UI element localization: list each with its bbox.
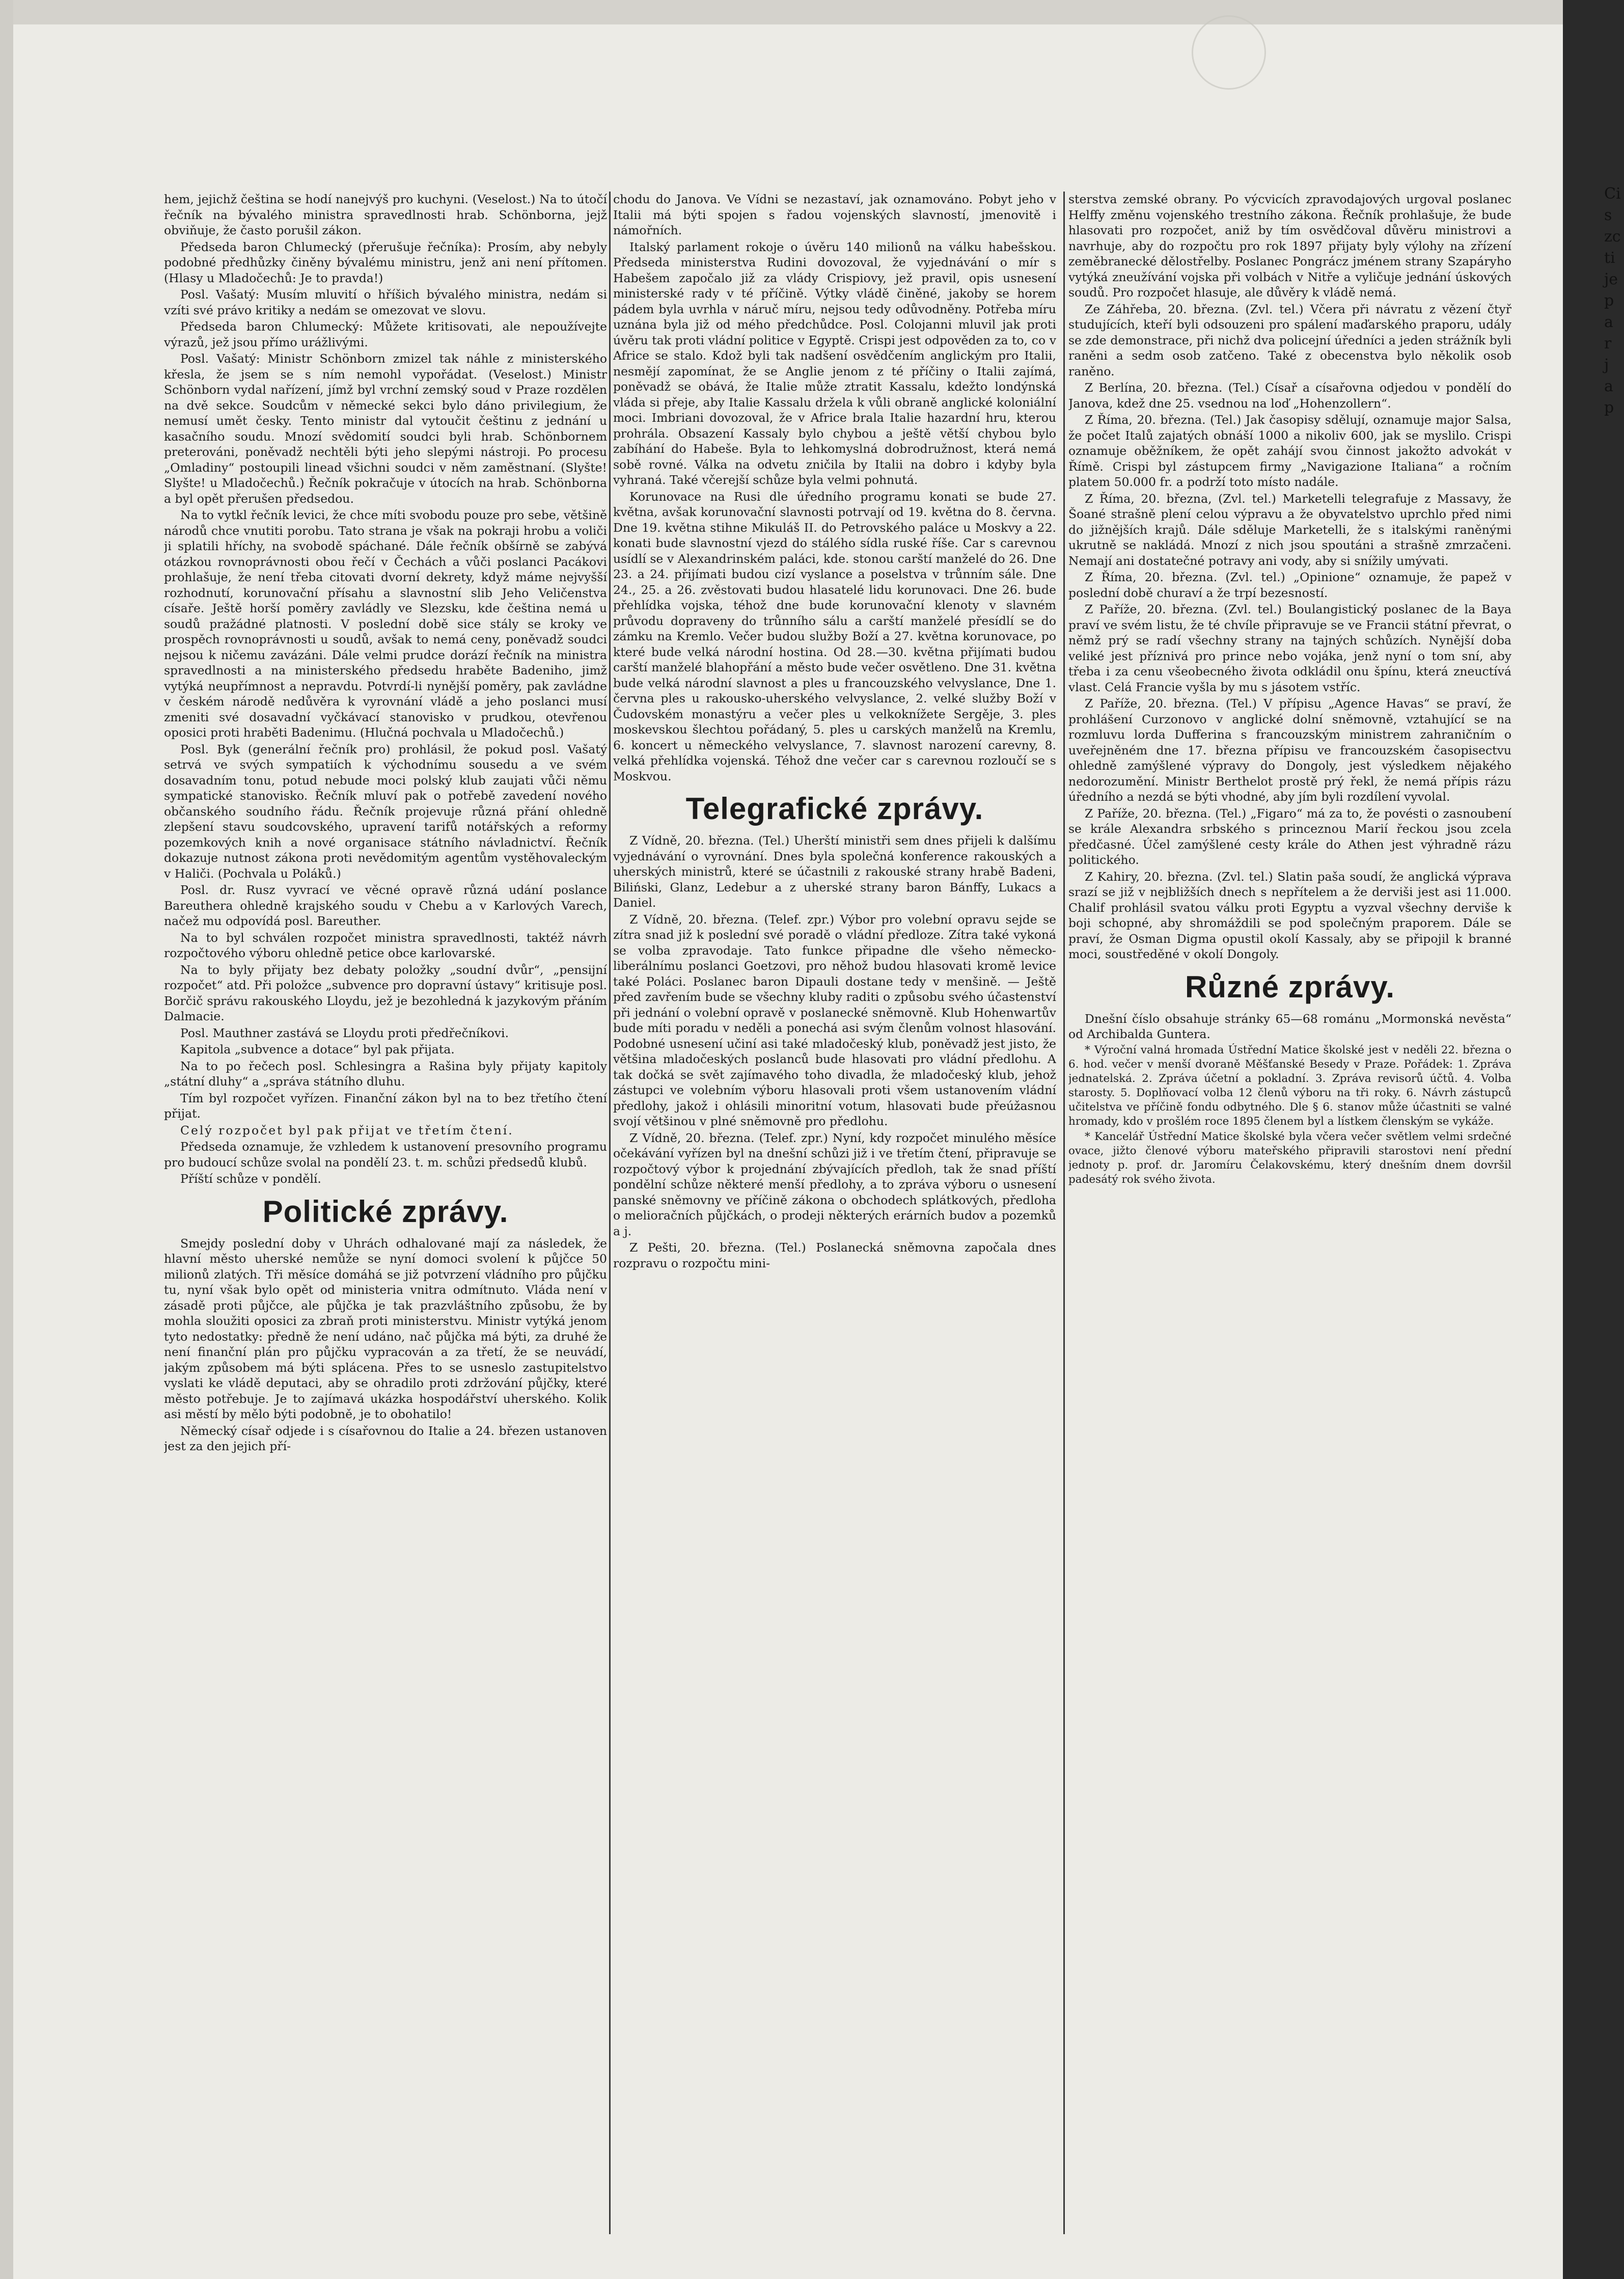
paragraph: Německý císař odjede i s císařovnou do Italie a 24. březen ustanoven jest za den jejich pří- <box>164 1423 607 1453</box>
paragraph: Z Vídně, 20. března. (Telef. zpr.) Nyní, kdy rozpočet minulého měsíce očekávání vyřízen byl na dnešní schůzi již i ve třetím čtení, připravuje se rozpočtový výbor k projednání zbývajících předloh, tak že snad příští pondělní schůze některé menší předlohy, a to zpráva výboru o usnesení panské sněmovny ve příčině zákona o obchodech splátkových, předloha o melioračních půjčkách, o prodeji některých erárních budov a pozemků a j. <box>613 1130 1056 1238</box>
section-heading-various: Různé zprávy. <box>1185 969 1395 1004</box>
paragraph: Z Říma, 20. března. (Tel.) Jak časopisy sdělují, oznamuje major Salsa, že počet Italů zajatých obnáší 1000 a nikoliv 600, jak se myslilo. Crispi oznamuje oběžníkem, že opět zahájí svou činnost jakožto advokát v Římě. Crispi byl zástupcem firmy „Navigazione Italiana“ a ročním platem 50.000 fr. a podrží toto místo nadále. <box>1068 413 1511 489</box>
paragraph: Posl. Vašatý: Ministr Schönborn zmizel tak náhle z ministerského křesla, že jsem se s ním nemohl vypořádat. (Veselost.) Ministr Schönborn vydal nařízení, jímž byl vrchní zemský soud v Praze rozdělen na dvě sekce. Soudcům v německé sekci bylo dáno privilegium, že nemusí umět česky. Tento ministr dal vytoučit češtinu z jednání u kasačního soudu. Mnozí svědomití soudci byli hrab. Schönbornem preterováni, poněvadž nechtěli býti jeho slepými nástroji. Po procesu „Omladiny“ postoupili linead všichni soudci v něm zaměstnaní. (Slyšte! Slyšte! u Mladočechů.) Řečník pokračuje v útocích na hrab. Schönborna a byl opět přerušen předsedou. <box>164 351 607 506</box>
paragraph: Příští schůze v pondělí. <box>180 1172 321 1186</box>
edge-fragment: s <box>1604 206 1612 224</box>
paragraph: Posl. Vašatý: Musím mluvití o hříšich bývalého ministra, nedám si vzíti své právo kritiky a nedám se omezovat ve slovu. <box>164 287 607 317</box>
section-heading-political: Politické zprávy. <box>262 1194 509 1229</box>
edge-fragment: ti <box>1604 249 1615 267</box>
paragraph: Z Pešti, 20. března. (Tel.) Poslanecká sněmovna započala dnes rozpravu o rozpočtu mini- <box>613 1240 1056 1270</box>
paragraph: Z Paříže, 20. března. (Tel.) „Figaro“ má za to, že povésti o zasnoubení se krále Alexandra srbského s princeznou Marií řeckou jsou zcela předčasné. Účel zamýšlené cesty krále do Athen jest výhradně rázu politického. <box>1068 806 1511 867</box>
paragraph: Z Vídně, 20. března. (Tel.) Uherští ministři sem dnes přijeli k dalšímu vyjednávání o vyrovnání. Dnes byla společná konference rakouských a uherských ministrů, které se účastnili z rakouské strany hrabě Badeni, Biliński, Glanz, Ledebur a z uherské strany baron Bánffy, Lukacs a Daniel. <box>613 833 1056 910</box>
edge-fragment: j <box>1604 356 1609 374</box>
paragraph: Ze Záhřeba, 20. března. (Zvl. tel.) Včera při návratu z vězení čtyř studujících, kteří byli odsouzeni pro spálení maďarského praporu, udály se zde demonstrace, při nichž dva policejní úředníci a jeden strážník byli raněni a sedm osob zatčeno. Také z obecenstva bylo několik osob raněno. <box>1068 302 1511 378</box>
scan-top-border <box>0 0 1624 24</box>
edge-fragment: Ci <box>1604 185 1621 203</box>
scan-left-border <box>0 0 13 2279</box>
paragraph: Na to byly přijaty bez debaty položky „soudní dvůr“, „pensijní rozpočet“ atd. Při položce „subvence pro dopravní ústavy“ kritisuje posl. Borčič správu rakouského Lloydu, jež je bezohledná k jazykovým přáním Dalmacie. <box>164 962 607 1023</box>
section-heading-telegraphic: Telegrafické zprávy. <box>685 792 984 826</box>
library-stamp-mark <box>1192 15 1266 90</box>
next-page-edge-fragments <box>1604 183 1622 419</box>
paragraph: Kapitola „subvence a dotace“ byl pak přijata. <box>180 1042 455 1056</box>
paragraph: Z Říma, 20. března, (Zvl. tel.) Marketelli telegrafuje z Massavy, že Šoané strašně plení celou výpravu a že obyvatelstvo uprchlo před nimi do jižnějších krajů. Dále sděluje Marketelli, že s italskými raněnými ukrutně se nakládá. Mnozí z nich jsou spoutáni a strašně zmrzačeni. Nemají ani dostatečné potravy ani vody, aby si snížily umývati. <box>1068 491 1511 568</box>
paragraph: Dnešní číslo obsahuje stránky 65—68 románu „Mormonská nevěsta“ od Archibalda Guntera. <box>1068 1011 1511 1041</box>
paragraph: Předseda baron Chlumecký: Můžete kritisovati, ale nepoužívejte výrazů, jež jsou přímo urážlivými. <box>164 319 607 349</box>
paragraph: * Kancelář Ústřední Matice školské byla včera večer světlem velmi srdečné ovace, jižto členové výboru mateřského připravili starostovi není přední jednoty p. prof. dr. Jaromíru Čelakovskému, který dnešním dnem dovršil padesátý rok svého života. <box>1068 1130 1511 1186</box>
paragraph: chodu do Janova. Ve Vídni se nezastaví, jak oznamováno. Pobyt jeho v Italii má býti spojen s řadou vojenských slavností, jmenovitě i námořních. <box>613 192 1056 237</box>
paragraph: Z Vídně, 20. března. (Telef. zpr.) Výbor pro volební opravu sejde se zítra snad již k poslední své poradě o vládní předloze. Zítra také vykoná se volba zpravodaje. Tato funkce připadne dle všeho německo-liberálnímu poslanci Goetzovi, pro něhož budou hlasovati kromě levice také Poláci. Poslanec baron Dipauli dostane tedy v menšině. — Ještě před zavřením bude se všechny kluby raditi o způsobu svého účastenství při jednání o volební opravě v poslanecké sněmovně. Klub Hohenwartův bude míti poradu v neděli a ponechá asi svým členům volnost hlasování. Podobné usnesení učiní asi také mladočeský klub, poněvadž jest jisto, že většina mladočeských poslanců bude hlasovati pro vládní předlohu. A tak dočká se svět zajímavého toho divadla, že mladočeský klub, jehož zástupci ve volebním výboru hlasovali proti všem ustanovením vládní předlohy, jakož i ohlásili minoritní votum, hlasovati bude přeúžasnou svojí většinou v plné sněmovně pro předlohu. <box>613 912 1056 1128</box>
edge-fragment: a <box>1604 377 1613 395</box>
paragraph: Italský parlament rokoje o úvěru 140 milionů na válku habešskou. Předseda ministerstva Rudini dovozoval, že vyjednávání o mír s Habešem započalo již za vlády Crispiovy, jež pravil, opis usnesení ministerské rady v té příčině. Výtky vládě činěné, jakoby se horem pádem byla uvrhla v náruč míru, nejsou tedy odůvodněny. Potřeba míru uznána byla již od mého předchůdce. Posl. Colojanni mluvil jak proti úvěru tak proti vládní politice v Egyptě. Crispi jest odpověden za to, co v Africe se stalo. Kdož byli tak nadšení osvědčením anglickým pro Italii, nesmějí zapomínat, že se Anglie jenom z té příčiny o Italii zajímá, poněvadž se obává, že Italie může ztratit Kassalu, kdežto londýnská vláda si přeje, aby Italie Kassalu držela k vůli obraně anglické koloniální moci. Imbriani dovozoval, že v Africe brala Italie hazardní hru, kterou prohrála. Obsazení Kassaly bylo chybou a ještě větší chybou bylo zabíhání do Habeše. Byla to lehkomyslná dobrodružnost, která nemá sobě rovné. Válka na odvetu zničila by Italii na dobro i kdyby byla vyhraná. Také včerejší schůze byla velmi pohnutá. <box>613 239 1056 487</box>
column-rule-2 <box>1063 192 1065 2234</box>
paragraph: Na to po řečech posl. Schlesingra a Rašina byly přijaty kapitoly „státní dluhy“ a „správa státního dluhu. <box>164 1059 607 1089</box>
edge-fragment: p <box>1604 399 1614 417</box>
paragraph: Smejdy poslední doby v Uhrách odhalované mají za následek, že hlavní město uherské nemůže se nyní domoci svolení k půjčce 50 milionů zlatých. Tři měsíce domáhá se již potvrzení vládního pro půjčku tu, nyní však bylo opět od ministeria vnitra odmítnuto. Vláda není v zásadě proti půjčce, ale půjčka je tak prazvláštního způsobu, že by mohla sloužiti oposici za zbraň proti ministerstvu. Ministr vytýká jenom tyto nedostatky: předně že není udáno, nač půjčka má býti, za druhé že není finanční plán pro půjčku vypracován a za třetí, že se neuvádí, jakým způsobem má býti splácena. Přes to se usneslo zastupitelstvo vyslati ke vládě deputaci, aby se ohradilo proti zdržování půjčky, které město potřebuje. Je to zajímavá ukázka hospodářství uherského. Kolik asi městí by mělo býti podobně, je to obohatilo! <box>164 1236 607 1421</box>
paragraph: Z Říma, 20. března. (Zvl. tel.) „Opinione“ oznamuje, že papež v poslední době churaví a že trpí bezesností. <box>1068 570 1511 600</box>
edge-fragment: a <box>1604 313 1613 331</box>
paragraph: Z Berlína, 20. března. (Tel.) Císař a císařovna odjedou v pondělí do Janova, kdež dne 25. vsednou na loď „Hohenzollern“. <box>1068 381 1511 411</box>
edge-fragment: je <box>1604 270 1618 288</box>
paragraph: Předseda baron Chlumecký (přerušuje řečníka): Prosím, aby nebyly podobné předhůzky činěny bývalému ministru, jenž ani není přítomen. (Hlasy u Mladočechů: Je to pravda!) <box>164 239 607 285</box>
paragraph: Z Paříže, 20. března. (Tel.) V přípisu „Agence Havas“ se praví, že prohlášení Curzonovo v anglické dolní sněmovně, vztahující se na rozmluvu lorda Dufferina s francouzským ministrem zahraničním o uveřejněném dne 17. března přípisu ve francouzském časopisectvu ohledně zamýšlené výpravy do Dongoly, jest výsledkem nějakého nedorozumění. Ministr Berthelot prostě prý řekl, že nemá přípis rázu úředního a nezdá se býti vhodné, aby jím byli rozdílení vyvolal. <box>1068 696 1511 804</box>
paragraph: Na to vytkl řečník levici, že chce míti svobodu pouze pro sebe, většině národů chce vnutiti porobu. Tato strana je však na pokraji hrobu a voliči ji splatili hříchy, na svobodě spáchané. Dále řečník obšírně se zabývá otázkou rovnoprávnosti obou řečí v Čechách a vůči poslanci Pacákovi prohlašuje, že není třeba citovati dvorní dekrety, když máme nejvyšší rozhodnutí, korunovační přísahu a slavnostní slib Jeho Veličenstva císaře. Ještě horší poměry zavládly ve Slezsku, kde čeština nemá u soudů pražádné platnosti. V poslední době sice stály se kroky ve prospěch rovnoprávnosti u soudů, avšak to nemá ceny, poněvadž soudci nejsou k ničemu zavázáni. Dále velmi prudce dorází řečník na ministra spravedlnosti a na ministerského předsedu hraběte Badeniho, jimž vytýká neupřímnost a nepravdu. Potvrdí-li nynější poměry, pak zavládne v českém národě nedůvěra k vyrovnání vládě a jeho poslanci musí zmeniti své dosavadní vyčkávací stanovisko v prudkou, otevřenou oposici proti hraběti Badenimu. (Hlučná pochvala u Mladočechů.) <box>164 508 607 740</box>
column-3 <box>1068 192 1511 2243</box>
paragraph: Posl. Mauthner zastává se Lloydu proti předřečníkovi. <box>180 1025 509 1040</box>
column-rule-1 <box>609 192 611 2234</box>
column-1 <box>164 192 607 2243</box>
paragraph: * Výroční valná hromada Ústřední Matice školské jest v neděli 22. března o 6. hod. večer v menší dvoraně Měšťanské Besedy v Praze. Pořádek: 1. Zpráva jednatelská. 2. Zpráva účetní a pokladní. 3. Zpráva revisorů účtů. 4. Volba starosty. 5. Doplňovací volba 12 členů výboru na tři roky. 6. Návrh zástupců učitelstva ve příčině fondu odbytného. Dle § 6. stanov může účastniti se valné hromady, kdo v prošlém roce 1895 členem byl a lístkem členským se vykáže. <box>1068 1043 1511 1128</box>
column-2 <box>613 192 1056 2243</box>
edge-fragment: zc <box>1604 228 1621 246</box>
paragraph: Posl. dr. Rusz vyvrací ve věcné opravě různá udání poslance Bareuthera ohledně krajského soudu v Chebu a v Karlových Varech, načež mu odpovídá posl. Bareuther. <box>164 883 607 928</box>
paragraph: Z Paříže, 20. března. (Zvl. tel.) Boulangistický poslanec de la Baya praví ve svém listu, že té chvíle připravuje se ve Francii státní převrat, o němž prý se radí všechny strany na tajných schůzích. Nynější doba veliké jest příznivá pro prince nebo vojáka, jenž nyní o tom sní, aby třeba i za cenu všeobecného života odkládil onu špínu, která zneuctívá vlast. Celá Francie vyšla by mu s jásotem vstříc. <box>1068 602 1511 694</box>
paragraph: Z Kahiry, 20. března. (Zvl. tel.) Slatin paša soudí, že anglická výprava srazí se již v nejbližších dnech s nepřítelem a že derviši jest asi 11.000. Chalif prohlásil svatou válku proti Egyptu a vyzval všechny derviše k boji schopné, aby shromáždili se pod společným praporem. Dále se praví, že Osman Digma opustil okolí Kassaly, aby se připojil k branné moci, soustředěné v okolí Dongoly. <box>1068 869 1511 961</box>
edge-fragment: r <box>1604 335 1612 352</box>
paragraph: Tím byl rozpočet vyřízen. Finanční zákon byl na to bez třetího čtení přijat. <box>164 1091 607 1121</box>
paragraph: Posl. Byk (generální řečník pro) prohlásil, že pokud posl. Vašatý setrvá ve svých sympatiích k východnímu sousedu a ve svém dosavadním tonu, potud nebude moci polský klub zaujati vůči němu sympatické stanovisko. Řečník mluví pak o potřebě zavedení nového občanského soudního řádu. Řečník projevuje různá přání ohledně zlepšení stavu soudcovského, upravení tarifů notářských a reformy pozemkových knih a nové organisace státního návladnictví. Řečník dokazuje nutnost zákona proti nevědomitým agentům vystěhovaleckým v Haliči. (Pochvala u Poláků.) <box>164 742 607 881</box>
paragraph: Celý rozpočet byl pak přijat ve třetím čtení. <box>180 1123 514 1137</box>
edge-fragment: p <box>1604 292 1614 310</box>
paragraph: hem, jejichž čeština se hodí nanejvýš pro kuchyni. (Veselost.) Na to útočí řečník na bývalého ministra spravedlnosti hrab. Schönborna, jejž obviňuje, že často porušil zákon. <box>164 192 607 237</box>
paragraph: Korunovace na Rusi dle úředního programu konati se bude 27. května, avšak korunovační slavnosti potrvají od 19. května do 8. června. Dne 19. května stihne Mikuláš II. do Petrovského paláce u Moskvy a 22. konati bude slavnostní vjezd do stálého sídla ruské říše. Car s carevnou usídlí se v Alexandrinském paláci, kde. stonou carští manželé do 26. Dne 23. a 24. přijímati budou cizí vyslance a poselstva v trůnním sále. Dne 24., 25. a 26. zvěstovati budou hlasatelé lidu korunovaci. Dne 26. bude přehlídka vojska, téhož dne bude korunovační klenoty v slavném průvodu dopraveny do trůnního sálu a carští manželé přesídlí se do zámku na Kremlo. Večer budou služby Boží a 27. května korunovace, po které bude velká národní hostina. Od 28.—30. května přijímati budou carští manželé blahopřání a město bude večer osvětleno. Dne 31. května bude velká národní slavnost a ples u francouzského velvyslance, Dne 1. června ples u rakousko-uherského velvyslance, 2. velké služby Boží v Čudovském monastýru a večer ples u velkoknížete Sergěje, 3. ples moskevskou šlechtou pořádaný, 5. ples u carských manželů na Kremlu, 6. koncert u německého velvyslance, 7. slavnost narození carevny, 8. velká přehlídka vojenská. Téhož dne večer car s carevnou rozloučí se s Moskvou. <box>613 489 1056 783</box>
paragraph: sterstva zemské obrany. Po výcvicích zpravodajových urgoval poslanec Helffy změnu vojenského trestního zákona. Řečník prohlašuje, že bude hlasovati pro rozpočet, aniž by tím osvědčoval důvěru ministrovi a navrhuje, aby do rozpočtu pro rok 1897 přijaty byly výlohy na zřízení zeměbranecké dělostřelby. Poslanec Pongrácz jménem strany Szapáryho vytýká zneužívání vojska při volbách v Nitře a vyličuje jednání úskových soudů. Pro rozpočet hlasuje, ale důvěry k vládě nemá. <box>1068 192 1511 300</box>
paragraph: Předseda oznamuje, že vzhledem k ustanovení presovního programu pro budoucí schůze svolal na pondělí 23. t. m. schůzi předsedů klubů. <box>164 1140 607 1170</box>
paragraph: Na to byl schválen rozpočet ministra spravedlnosti, taktéž návrh rozpočtového výboru ohledně petice obce karlovarské. <box>164 930 607 960</box>
